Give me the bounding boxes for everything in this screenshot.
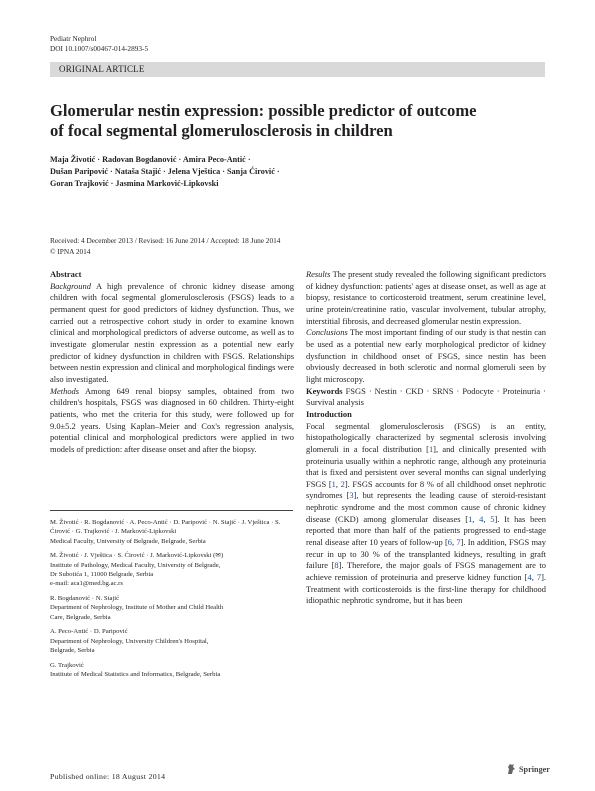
citation-link[interactable]: 7 bbox=[456, 537, 461, 548]
affiliations bbox=[50, 518, 294, 685]
authors-line-3: Goran Trajković · Jasmina Marković-Lipkovski bbox=[50, 179, 219, 188]
introduction-text: ]. It has been reported that more than half of the patients progressed to end-stage renal disease after 10 years of follow-up [ bbox=[306, 513, 547, 548]
affiliation-names: A. Peco-Antić · D. Paripović bbox=[50, 628, 128, 636]
introduction-text: ]. Treatment with corticosteroids is the first-line therapy for childhood idiopathic nephrotic syndrome, but it has been bbox=[306, 572, 546, 606]
introduction-text: , bbox=[335, 478, 341, 489]
authors-line-1: Maja Životić · Radovan Bogdanović · Amira Peco-Antić · bbox=[50, 155, 251, 164]
citation-link[interactable]: 1 bbox=[428, 443, 434, 454]
results-label: Results bbox=[306, 269, 331, 279]
citation-link[interactable]: 7 bbox=[536, 572, 542, 583]
affiliation-group bbox=[50, 518, 294, 546]
article-type-band bbox=[50, 62, 545, 77]
published-online: Published online: 18 August 2014 bbox=[50, 772, 166, 781]
doi: DOI 10.1007/s00467-014-2893-5 bbox=[50, 44, 149, 53]
affiliation-names: G. Trajković bbox=[50, 661, 84, 669]
article-history bbox=[50, 236, 280, 257]
journal-name: Pediatr Nephrol bbox=[50, 34, 97, 43]
introduction-text: ]. Therefore, the major goals of FSGS management are to achieve remission of proteinuria and preserve kidney function [ bbox=[306, 560, 546, 583]
introduction-text: ]. In addition, FSGS may recur in up to 30 % of the transplanted kidneys, resulting in graft failure [ bbox=[306, 537, 546, 571]
springer-horse-icon bbox=[506, 763, 516, 775]
affiliation-group bbox=[50, 661, 294, 680]
introduction-text: , bbox=[483, 513, 491, 524]
journal-header bbox=[50, 34, 148, 54]
introduction-text: ]. FSGS accounts for 8 % of all childhood onset nephrotic syndromes [ bbox=[306, 478, 547, 501]
title-line-2: of focal segmental glomerulosclerosis in children bbox=[50, 121, 393, 140]
introduction-text: ], but represents the leading cause of steroid-resistant nephrotic syndrome and the most common cause of chronic kidney disease (CKD) among glomerular diseases [ bbox=[306, 490, 546, 524]
citation-link[interactable]: 3 bbox=[349, 490, 354, 501]
publisher-name: Springer bbox=[519, 764, 550, 774]
citation-link[interactable]: 2 bbox=[340, 478, 345, 489]
affiliation-line: Department of Nephrology, University Children's Hospital, bbox=[50, 637, 209, 645]
affiliation-divider bbox=[50, 510, 293, 511]
conclusions-text: The most important finding of our study is that nestin can be used as a potential new early morphological predictor of kidney dysfunction in childhood onset of FSGS, since nestin has been obviously decreased in both sclerotic and normal glomeruli seen by light microscopy. bbox=[306, 327, 546, 384]
abstract-background bbox=[50, 281, 294, 386]
introduction-text: , bbox=[531, 572, 537, 583]
affiliation-line: Care, Belgrade, Serbia bbox=[50, 613, 111, 621]
methods-text: Among 649 renal biopsy samples, obtained from two children's hospitals, FSGS was diagnosed in 60 children. Thirty-eight patients, who met the criteria for this study, were followed up for 9.0±5.2 years. Using Kaplan–Meier and Cox's regression analysis, potential clinical and morphological predictors were applied in two models of prediction: after disease onset and after the biopsy. bbox=[50, 385, 294, 454]
keywords-text: FSGS · Nestin · CKD · SRNS · Podocyte · Proteinuria · Survival analysis bbox=[306, 385, 546, 408]
copyright: © IPNA 2014 bbox=[50, 246, 91, 256]
affiliation-line: Department of Nephrology, Institute of Mother and Child Health bbox=[50, 604, 224, 612]
keywords bbox=[306, 386, 546, 409]
conclusions-label: Conclusions bbox=[306, 327, 348, 338]
introduction-body bbox=[306, 421, 546, 608]
affiliation-group bbox=[50, 594, 294, 622]
affiliation-line: Institute of Medical Statistics and Informatics, Belgrade, Serbia bbox=[50, 671, 221, 679]
citation-link[interactable]: 1 bbox=[331, 478, 336, 489]
abstract-methods bbox=[50, 386, 294, 456]
abstract-left bbox=[50, 269, 294, 456]
methods-label: Methods bbox=[50, 385, 80, 396]
citation-link[interactable]: 8 bbox=[334, 560, 339, 571]
affiliation-line: e-mail: aca1@med.bg.ac.rs bbox=[50, 580, 124, 588]
affiliation-line: Belgrade, Serbia bbox=[50, 647, 95, 655]
introduction-heading: Introduction bbox=[306, 408, 352, 419]
abstract-heading: Abstract bbox=[50, 269, 82, 279]
results-text: The present study revealed the following significant predictors of kidney dysfunction: patients' ages at disease onset, as well as age at biopsy, resistance to corticosteroid treatment, serum creatinine level, urine protein/creatinine ratio, vascular involvement, tubular atrophy, interstitial fibrosis, and decreased glomerular nestin expression. bbox=[306, 269, 546, 326]
citation-link[interactable]: 1 bbox=[468, 513, 473, 524]
affiliation-names: R. Bogdanović · N. Stajić bbox=[50, 595, 120, 603]
affiliation-line: Dr Subotića 1, 11000 Belgrade, Serbia bbox=[50, 570, 154, 578]
abstract-results bbox=[306, 269, 546, 327]
title-line-1: Glomerular nestin expression: possible predictor of outcome bbox=[50, 101, 477, 120]
affiliation-group bbox=[50, 551, 294, 588]
background-label: Background bbox=[50, 280, 91, 291]
citation-link[interactable]: 6 bbox=[447, 537, 452, 548]
keywords-label: Keywords bbox=[306, 385, 343, 396]
affiliation-names: M. Životić · J. Vještica · S. Ćirović · J. Marković-Lipkovski (✉) bbox=[50, 552, 224, 560]
affiliation-line: Medical Faculty, University of Belgrade, Belgrade, Serbia bbox=[50, 537, 206, 545]
citation-link[interactable]: 4 bbox=[527, 572, 532, 583]
introduction-text: ], and clinically presented with proteinuria usually within a nephrotic range, although any proteinuria that is fixed and persistent over several months can signal underlying FSGS [ bbox=[306, 443, 546, 489]
abstract-conclusions bbox=[306, 327, 546, 385]
affiliation-group bbox=[50, 627, 294, 655]
history-dates: Received: 4 December 2013 / Revised: 16 June 2014 / Accepted: 18 June 2014 bbox=[50, 236, 281, 245]
citation-link[interactable]: 4 bbox=[479, 513, 484, 524]
article-type: ORIGINAL ARTICLE bbox=[59, 64, 145, 74]
introduction-text: , bbox=[472, 513, 480, 524]
publisher-logo bbox=[506, 763, 550, 775]
background-text: A high prevalence of chronic kidney disease among children with focal segmental glomerulosclerosis (FSGS) leads to a permanent quest for good predictors of kidney dysfunction. Thus, we carried out a retrospective cohort study in order to examine known clinical and morphological predictors of adverse outcome, as well as to investigate glomerular nestin expression as a potential new early predictor of kidney dysfunction in children with FSGS. Relationships between nestin expression and clinical and morphological findings were also investigated. bbox=[50, 280, 294, 384]
article-title bbox=[50, 101, 550, 141]
affiliation-line: Institute of Pathology, Medical Faculty, University of Belgrade, bbox=[50, 561, 221, 569]
author-list bbox=[50, 154, 545, 190]
citation-link[interactable]: 5 bbox=[490, 513, 495, 524]
affiliation-names: M. Životić · R. Bogdanović · A. Peco-Antić · D. Paripović · N. Stajić · J. Vještica · S. Ćirović · G. Trajković · J. Marković-Lipkovski bbox=[50, 519, 281, 536]
abstract-right bbox=[306, 269, 546, 607]
introduction-text: Focal segmental glomerulosclerosis (FSGS) is an entity, histopathologically characterized by segmental sclerosis involving glomeruli in a focal distribution [ bbox=[306, 420, 546, 454]
authors-line-2: Dušan Paripović · Nataša Stajić · Jelena Vještica · Sanja Ćirović · bbox=[50, 167, 280, 176]
introduction-text: , bbox=[452, 537, 457, 548]
